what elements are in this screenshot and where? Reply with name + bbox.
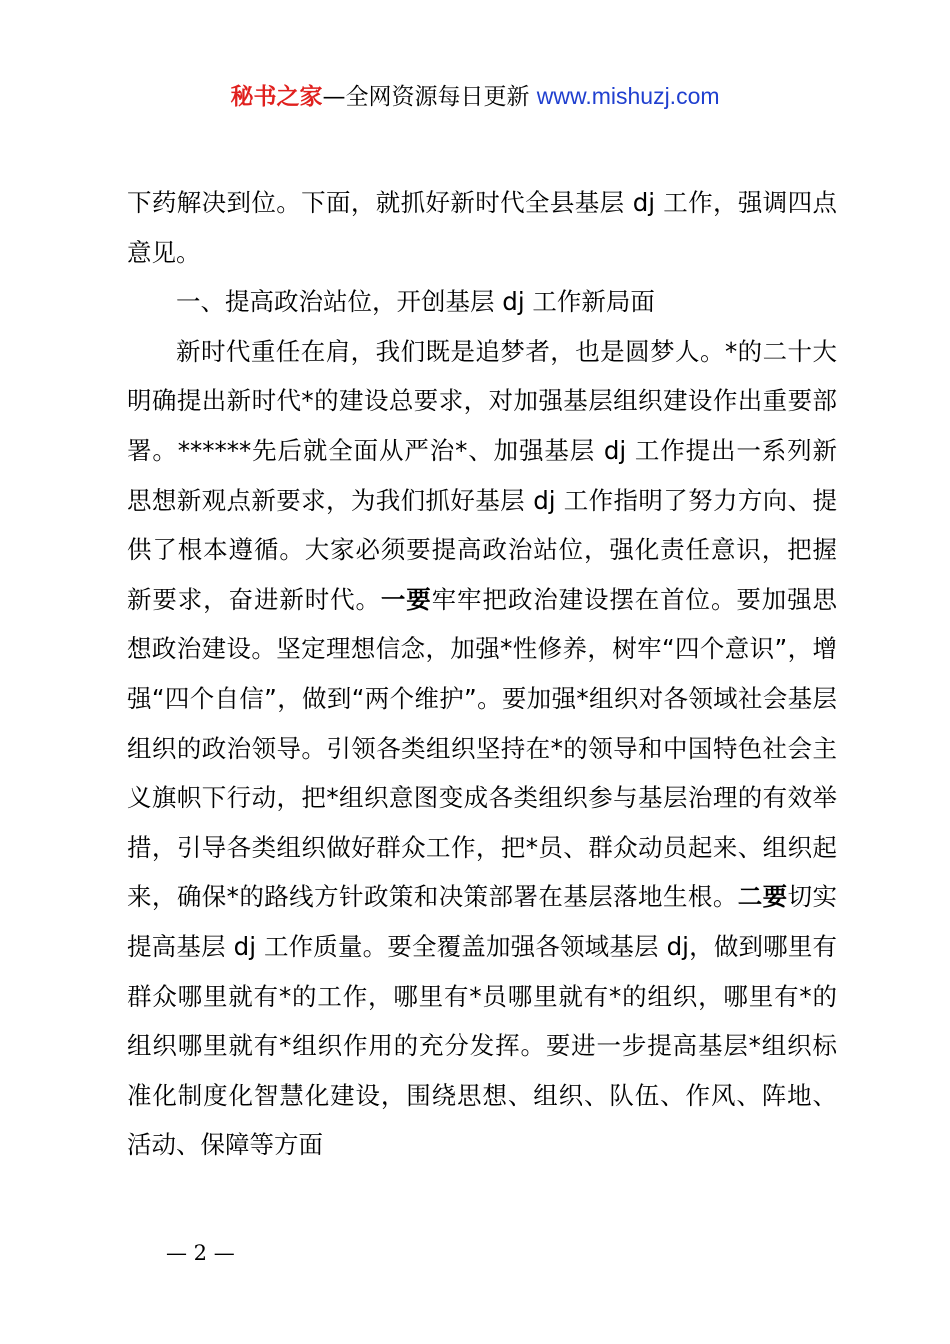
document-body [127, 178, 837, 1170]
banner-brand: 秘书之家 [230, 84, 323, 110]
banner-url-link[interactable]: www.mishuzj.com [536, 83, 720, 109]
site-banner [0, 80, 950, 113]
paragraph-text: 切实提高基层 dj 工作质量。要全覆盖加强各领域基层 dj，做到哪里有群众哪里就有*的工作，哪里有*员哪里就有*的组织，哪里有*的组织哪里就有*组织作用的充分发挥。要进一步提高基层*组织标准化制度化智慧化建设，围绕思想、组织、队伍、作风、阵地、活动、保障等方面 [127, 882, 838, 1160]
paragraph-text: 牢牢把政治建设摆在首位。要加强思想政治建设。坚定理想信念，加强*性修养，树牢“四个意识”，增强“四个自信”，做到“两个维护”。要加强*组织对各领域社会基层组织的政治领导。引领各类组织坚持在*的领导和中国特色社会主义旗帜下行动，把*组织意图变成各类组织参与基层治理的有效举措，引导各类组织做好群众工作，把*员、群众动员起来、组织起来，确保*的路线方针政策和决策部署在基层落地生根。 [127, 584, 838, 912]
section-heading: 一、提高政治站位，开创基层 dj 工作新局面 [176, 287, 655, 317]
paragraph-continuation: 下药解决到位。下面，就抓好新时代全县基层 dj 工作，强调四点意见。 [127, 188, 837, 267]
paragraph-main [127, 327, 837, 1170]
emphasis-second: 二要 [737, 882, 788, 912]
emphasis-first: 一要 [380, 584, 432, 614]
page-number: — 2 — [166, 1241, 235, 1265]
banner-tagline: —全网资源每日更新 [322, 84, 537, 110]
paragraph-text: 新时代重任在肩，我们既是追梦者，也是圆梦人。*的二十大明确提出新时代*的建设总要求，对加强基层组织建设作出重要部署。******先后就全面从严治*、加强基层 dj 工作提出一系列新思想新观点新要求，为我们抓好基层 dj 工作指明了努力方向、提供了根本遵循。大家必须要提高政治站位，强化责任意识，把握新要求，奋进新时代。 [127, 336, 837, 614]
